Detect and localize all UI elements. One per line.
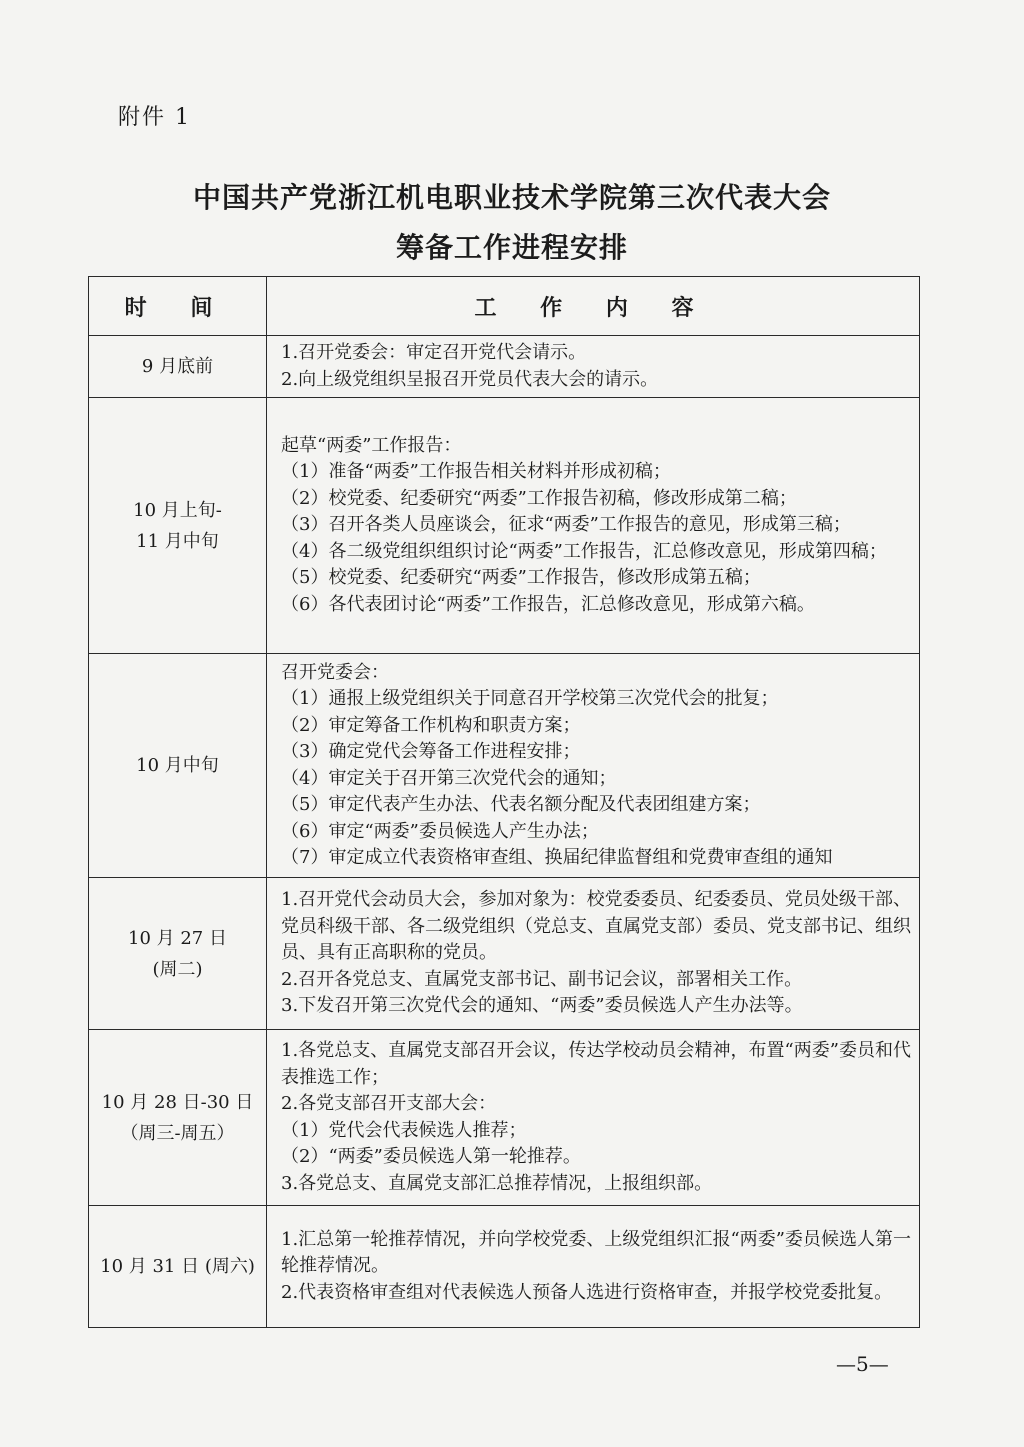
- table-header-row: [89, 277, 920, 336]
- time-text: (周二): [152, 958, 203, 980]
- time-text: 10 月中旬: [136, 755, 219, 776]
- content-line: （4）各二级党组织组织讨论“两委”工作报告，汇总修改意见，形成第四稿；: [281, 540, 887, 562]
- content-line: （1）党代会代表候选人推荐；: [281, 1119, 527, 1141]
- schedule-table: [88, 276, 920, 1328]
- content-line: （1）通报上级党组织关于同意召开学校第三次党代会的批复；: [281, 688, 779, 709]
- page-number: —5—: [836, 1352, 889, 1376]
- content-cell: [267, 1030, 920, 1206]
- document-subtitle: 筹备工作进程安排: [395, 231, 628, 264]
- content-line: （7）审定成立代表资格审查组、换届纪律监督组和党费审查组的通知: [281, 847, 833, 868]
- header-content: 工 作 内 容: [267, 277, 920, 336]
- content-line: 3.各党总支、直属党支部汇总推荐情况，上报组织部。: [281, 1172, 713, 1194]
- content-line: （3）召开各类人员座谈会，征求“两委”工作报告的意见，形成第三稿；: [281, 514, 851, 536]
- content-line: 2.向上级党组织呈报召开党员代表大会的请示。: [281, 368, 659, 390]
- table-row: [89, 878, 920, 1030]
- content-line: （2）校党委、纪委研究“两委”工作报告初稿，修改形成第二稿；: [281, 487, 797, 509]
- content-line: 1.召开党代会动员大会，参加对象为：校党委委员、纪委委员、党员处级干部、党员科级干部、各二级党组织（党总支、直属党支部）委员、党支部书记、组织员、具有正高职称的党员。: [281, 889, 911, 964]
- time-text: 10 月上旬-: [133, 499, 222, 521]
- content-line: 2.代表资格审查组对代表候选人预备人选进行资格审查，并报学校党委批复。: [281, 1281, 893, 1303]
- content-line: （6）审定“两委”委员候选人产生办法；: [281, 820, 599, 842]
- time-text: 10 月 27 日: [128, 927, 227, 949]
- time-text: 10 月 28 日-30 日: [101, 1091, 254, 1113]
- table-row: [89, 1206, 920, 1328]
- content-line: （6）各代表团讨论“两委”工作报告，汇总修改意见，形成第六稿。: [281, 593, 815, 615]
- table-row: [89, 336, 920, 398]
- document-title: 中国共产党浙江机电职业技术学院第三次代表大会: [192, 181, 831, 214]
- content-cell: [267, 336, 920, 398]
- content-line: 1.召开党委会：审定召开党代会请示。: [281, 342, 587, 363]
- time-text: 11 月中旬: [136, 530, 219, 552]
- content-cell: [267, 398, 920, 654]
- time-cell: [89, 1030, 267, 1206]
- content-line: （1）准备“两委”工作报告相关材料并形成初稿；: [281, 461, 671, 483]
- time-cell: [89, 336, 267, 398]
- table-row: [89, 1030, 920, 1206]
- time-cell: [89, 398, 267, 654]
- content-line: 3.下发召开第三次党代会的通知、“两委”委员候选人产生办法等。: [281, 995, 803, 1017]
- time-cell: [89, 654, 267, 878]
- time-text: 10 月 31 日 (周六): [100, 1256, 255, 1277]
- content-line: （4）审定关于召开第三次党代会的通知；: [281, 767, 617, 789]
- content-line: 2.各党支部召开支部大会：: [281, 1093, 497, 1114]
- content-cell: [267, 654, 920, 878]
- content-cell: [267, 1206, 920, 1328]
- content-line: （3）确定党代会筹备工作进程安排；: [281, 741, 581, 762]
- content-line: （5）审定代表产生办法、代表名额分配及代表团组建方案；: [281, 794, 761, 815]
- content-line: 1.各党总支、直属党支部召开会议，传达学校动员会精神，布置“两委”委员和代表推选工作；: [281, 1040, 911, 1088]
- time-text: 9 月底前: [141, 356, 214, 377]
- header-time: 时 间: [89, 277, 267, 336]
- content-line: 2.召开各党总支、直属党支部书记、副书记会议，部署相关工作。: [281, 968, 803, 990]
- time-cell: [89, 1206, 267, 1328]
- attachment-label: 附件 1: [118, 105, 191, 130]
- table-row: [89, 654, 920, 878]
- content-line: （2）“两委”委员候选人第一轮推荐。: [281, 1146, 581, 1167]
- content-line: （5）校党委、纪委研究“两委”工作报告，修改形成第五稿；: [281, 567, 761, 589]
- content-line: 1.汇总第一轮推荐情况，并向学校党委、上级党组织汇报“两委”委员候选人第一轮推荐情况。: [281, 1228, 911, 1277]
- content-line: 起草“两委”工作报告：: [281, 434, 462, 456]
- table-row: [89, 398, 920, 654]
- content-line: （2）审定筹备工作机构和职责方案；: [281, 714, 581, 736]
- content-line: 召开党委会：: [281, 661, 389, 683]
- content-cell: [267, 878, 920, 1030]
- time-cell: [89, 878, 267, 1030]
- time-text: （周三-周五）: [120, 1122, 235, 1144]
